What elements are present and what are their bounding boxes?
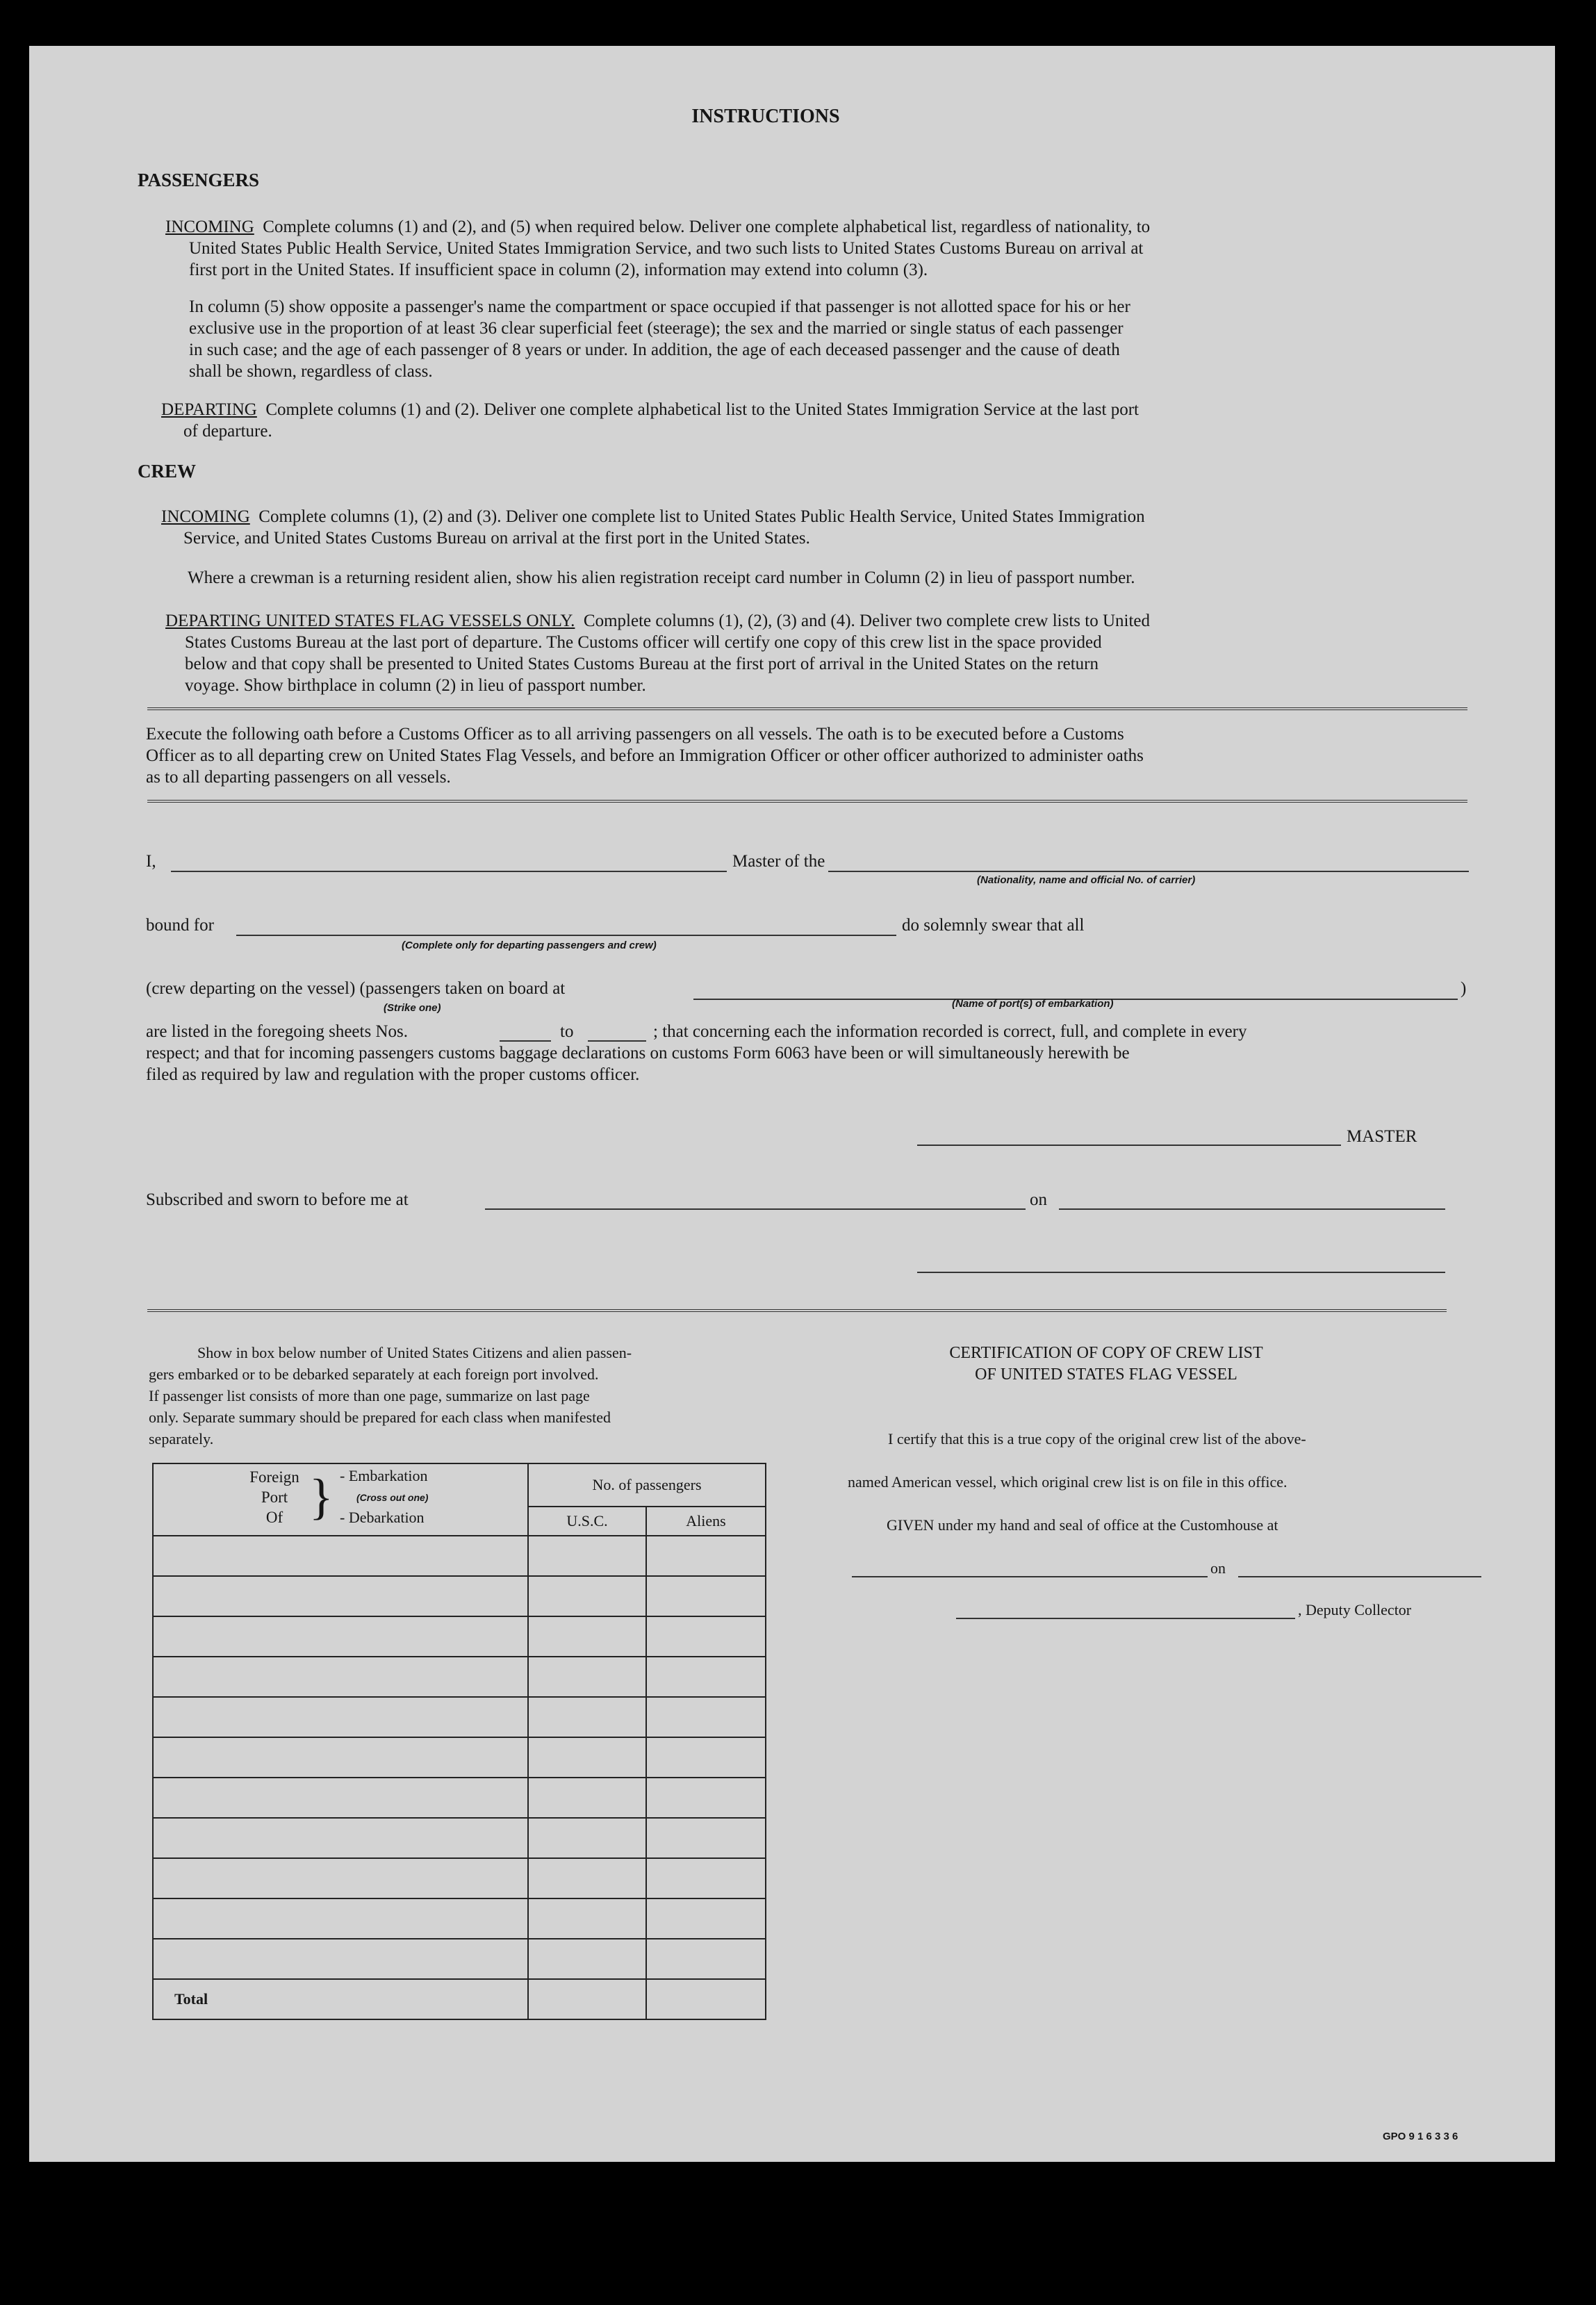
certify-on-label: on bbox=[1210, 1559, 1226, 1577]
column5-line: shall be shown, regardless of class. bbox=[189, 362, 433, 381]
sworn-on-label: on bbox=[1030, 1190, 1047, 1209]
oath-line: filed as required by law and regulation with the proper customs officer. bbox=[146, 1065, 640, 1084]
oath-line: respect; and that for incoming passengers customs baggage declarations on customs Form 6063 have been or will simultaneously herewith be bbox=[146, 1044, 1130, 1063]
table-row bbox=[153, 1778, 766, 1818]
crew-heading: CREW bbox=[138, 461, 197, 482]
certify-line: I certify that this is a true copy of the original crew list of the above- bbox=[888, 1430, 1306, 1447]
departing-line: of departure. bbox=[183, 422, 272, 441]
strike-caption: (Strike one) bbox=[384, 1002, 441, 1014]
table-row bbox=[153, 1737, 766, 1778]
summary-intro-line: only. Separate summary should be prepared for each class when manifested bbox=[149, 1409, 611, 1426]
aliens-cell[interactable] bbox=[646, 1576, 766, 1616]
divider bbox=[147, 1309, 1447, 1312]
port-cell[interactable] bbox=[153, 1818, 528, 1858]
column5-line: exclusive use in the proportion of at least 36 clear superficial feet (steerage); the sex and the married or single status of each passenger bbox=[189, 319, 1124, 338]
aliens-cell[interactable] bbox=[646, 1536, 766, 1576]
sheet-from-field[interactable] bbox=[500, 1040, 551, 1042]
aliens-cell[interactable] bbox=[646, 1778, 766, 1818]
port-cell[interactable] bbox=[153, 1858, 528, 1898]
alien-note: Where a crewman is a returning resident alien, show his alien registration receipt card number in Column (2) in lieu of passport number. bbox=[188, 568, 1135, 587]
page-title: INSTRUCTIONS bbox=[691, 106, 840, 127]
port-cell[interactable] bbox=[153, 1737, 528, 1778]
carrier-field[interactable] bbox=[828, 871, 1469, 872]
certify-line: GIVEN under my hand and seal of office at the Customhouse at bbox=[887, 1516, 1278, 1534]
crew-incoming-line: Complete columns (1), (2) and (3). Deliver one complete list to United States Public Health Service, United States Immigration bbox=[258, 507, 1145, 526]
oath-intro bbox=[146, 723, 1466, 788]
close-paren: ) bbox=[1461, 979, 1467, 998]
aliens-cell[interactable] bbox=[646, 1939, 766, 1979]
port-cell[interactable] bbox=[153, 1536, 528, 1576]
form-page bbox=[29, 46, 1555, 2162]
sheet-to-field[interactable] bbox=[588, 1040, 646, 1042]
summary-intro bbox=[149, 1342, 632, 1450]
embarkation-label: - Embarkation bbox=[340, 1467, 428, 1484]
crew-incoming-label: INCOMING bbox=[161, 507, 250, 526]
table-row bbox=[153, 1616, 766, 1657]
certification-title bbox=[842, 1343, 1370, 1386]
crew-incoming-line: Service, and United States Customs Bureau on arrival at the first port in the United States. bbox=[183, 529, 810, 548]
table-row bbox=[153, 1898, 766, 1939]
port-cell[interactable] bbox=[153, 1778, 528, 1818]
of-label: Of bbox=[265, 1509, 283, 1526]
total-label: Total bbox=[153, 1979, 528, 2019]
crew-departing-line: Complete columns (1), (2), (3) and (4). Deliver two complete crew lists to United bbox=[583, 612, 1150, 630]
customhouse-field[interactable] bbox=[852, 1576, 1208, 1577]
certification-title-line: CERTIFICATION OF COPY OF CREW LIST bbox=[949, 1344, 1263, 1362]
usc-cell[interactable] bbox=[528, 1576, 646, 1616]
divider bbox=[147, 800, 1467, 803]
ports-caption: (Name of port(s) of embarkation) bbox=[952, 998, 1114, 1010]
crew-departing-line: States Customs Bureau at the last port of departure. The Customs officer will certify one copy of this crew list in the space provided bbox=[185, 633, 1102, 652]
no-passengers-header: No. of passengers bbox=[528, 1463, 766, 1507]
brace-glyph: } bbox=[309, 1469, 334, 1525]
usc-cell[interactable] bbox=[528, 1536, 646, 1576]
oath-intro-line: Officer as to all departing crew on United States Flag Vessels, and before an Immigration Officer or other officer authorized to administer oaths bbox=[146, 746, 1144, 765]
usc-cell[interactable] bbox=[528, 1778, 646, 1818]
column5-line: In column (5) show opposite a passenger's name the compartment or space occupied if that passenger is not allotted space for his or her bbox=[189, 297, 1130, 316]
crew-incoming-paragraph bbox=[161, 506, 1454, 549]
master-signature-field[interactable] bbox=[917, 1145, 1341, 1146]
usc-cell[interactable] bbox=[528, 1737, 646, 1778]
cross-out-caption: (Cross out one) bbox=[356, 1492, 429, 1503]
deputy-signature-field[interactable] bbox=[956, 1618, 1295, 1619]
sheets-text: ; that concerning each the information recorded is correct, full, and complete in every bbox=[653, 1022, 1247, 1041]
certification-title-line: OF UNITED STATES FLAG VESSEL bbox=[975, 1365, 1237, 1384]
passengers-departing-paragraph bbox=[161, 399, 1454, 442]
departing-label: DEPARTING bbox=[161, 400, 257, 419]
aliens-cell[interactable] bbox=[646, 1858, 766, 1898]
complete-caption: (Complete only for departing passengers and crew) bbox=[402, 940, 657, 951]
crew-departing-line: below and that copy shall be presented to United States Customs Bureau at the first port of arrival in the United States on the return bbox=[185, 655, 1099, 673]
officer-signature-field[interactable] bbox=[917, 1272, 1445, 1273]
passengers-incoming-paragraph bbox=[165, 216, 1458, 281]
divider bbox=[147, 707, 1467, 710]
summary-intro-line: gers embarked or to be debarked separately at each foreign port involved. bbox=[149, 1365, 599, 1383]
incoming-line: Complete columns (1) and (2), and (5) when required below. Deliver one complete alphabetical list, regardless of nationality, to bbox=[263, 218, 1151, 236]
passenger-summary-table bbox=[152, 1463, 766, 2020]
usc-cell[interactable] bbox=[528, 1616, 646, 1657]
summary-intro-line: separately. bbox=[149, 1430, 214, 1447]
bound-for-label: bound for bbox=[146, 916, 214, 935]
usc-cell[interactable] bbox=[528, 1657, 646, 1697]
sheets-label: are listed in the foregoing sheets Nos. bbox=[146, 1022, 408, 1041]
aliens-cell[interactable] bbox=[646, 1818, 766, 1858]
table-row bbox=[153, 1939, 766, 1979]
summary-intro-line: If passenger list consists of more than one page, summarize on last page bbox=[149, 1387, 590, 1404]
summary-intro-line: Show in box below number of United States Citizens and alien passen- bbox=[197, 1344, 632, 1361]
departing-line: Complete columns (1) and (2). Deliver one complete alphabetical list to the United States Immigration Service at the last port bbox=[265, 400, 1139, 419]
port-cell[interactable] bbox=[153, 1939, 528, 1979]
table-row bbox=[153, 1697, 766, 1737]
aliens-cell[interactable] bbox=[646, 1898, 766, 1939]
port-cell[interactable] bbox=[153, 1898, 528, 1939]
table-row bbox=[153, 1818, 766, 1858]
foreign-label: Foreign bbox=[249, 1468, 299, 1486]
crew-departing-label: DEPARTING UNITED STATES FLAG VESSELS ONLY. bbox=[165, 612, 575, 630]
table-row bbox=[153, 1858, 766, 1898]
incoming-label: INCOMING bbox=[165, 218, 254, 236]
table-row bbox=[153, 1576, 766, 1616]
debarkation-label: - Debarkation bbox=[340, 1509, 425, 1526]
oath-intro-line: Execute the following oath before a Customs Officer as to all arriving passengers on all vessels. The oath is to be executed before a Customs bbox=[146, 725, 1124, 744]
table-row bbox=[153, 1657, 766, 1697]
crew-departing-paragraph bbox=[165, 610, 1458, 696]
summary-body bbox=[153, 1536, 766, 1979]
usc-cell[interactable] bbox=[528, 1697, 646, 1737]
sworn-place-field[interactable] bbox=[485, 1208, 1026, 1210]
port-cell[interactable] bbox=[153, 1616, 528, 1657]
usc-cell[interactable] bbox=[528, 1818, 646, 1858]
usc-cell[interactable] bbox=[528, 1898, 646, 1939]
port-label: Port bbox=[261, 1488, 288, 1506]
print-code: GPO 9 1 6 3 3 6 bbox=[1383, 2131, 1458, 2142]
master-of-label: Master of the bbox=[732, 852, 825, 871]
master-label: MASTER bbox=[1347, 1127, 1417, 1146]
table-row bbox=[153, 1536, 766, 1576]
oath-i-label: I, bbox=[146, 852, 156, 871]
total-row bbox=[153, 1979, 766, 2019]
total-usc-cell[interactable] bbox=[528, 1979, 646, 2019]
sworn-date-field[interactable] bbox=[1059, 1208, 1445, 1210]
total-aliens-cell[interactable] bbox=[646, 1979, 766, 2019]
nationality-caption: (Nationality, name and official No. of carrier) bbox=[977, 874, 1196, 886]
sheets-to-label: to bbox=[560, 1022, 574, 1041]
usc-cell[interactable] bbox=[528, 1939, 646, 1979]
deputy-collector-label: , Deputy Collector bbox=[1298, 1601, 1412, 1618]
port-header bbox=[153, 1463, 528, 1536]
port-cell[interactable] bbox=[153, 1657, 528, 1697]
column5-paragraph bbox=[189, 296, 1467, 382]
port-cell[interactable] bbox=[153, 1697, 528, 1737]
table-header-row bbox=[153, 1463, 766, 1507]
bound-for-field[interactable] bbox=[236, 935, 896, 936]
aliens-cell[interactable] bbox=[646, 1657, 766, 1697]
oath-intro-line: as to all departing passengers on all vessels. bbox=[146, 768, 451, 787]
certify-date-field[interactable] bbox=[1238, 1576, 1481, 1577]
incoming-line: United States Public Health Service, United States Immigration Service, and two such lists to United States Customs Bureau on arrival at bbox=[189, 239, 1144, 258]
usc-cell[interactable] bbox=[528, 1858, 646, 1898]
usc-header: U.S.C. bbox=[528, 1507, 646, 1536]
swear-label: do solemnly swear that all bbox=[902, 916, 1085, 935]
subscribed-label: Subscribed and sworn to before me at bbox=[146, 1190, 409, 1209]
master-name-field[interactable] bbox=[171, 871, 727, 872]
incoming-line: first port in the United States. If insufficient space in column (2), information may extend into column (3). bbox=[189, 261, 928, 279]
aliens-cell[interactable] bbox=[646, 1737, 766, 1778]
crew-departing-label: (crew departing on the vessel) (passengers taken on board at bbox=[146, 979, 566, 998]
aliens-cell[interactable] bbox=[646, 1697, 766, 1737]
passengers-heading: PASSENGERS bbox=[138, 170, 260, 190]
crew-departing-line: voyage. Show birthplace in column (2) in lieu of passport number. bbox=[185, 676, 646, 695]
port-cell[interactable] bbox=[153, 1576, 528, 1616]
aliens-cell[interactable] bbox=[646, 1616, 766, 1657]
certify-line: named American vessel, which original crew list is on file in this office. bbox=[848, 1473, 1288, 1491]
column5-line: in such case; and the age of each passenger of 8 years or under. In addition, the age of each deceased passenger and the cause of death bbox=[189, 341, 1120, 359]
aliens-header: Aliens bbox=[646, 1507, 766, 1536]
